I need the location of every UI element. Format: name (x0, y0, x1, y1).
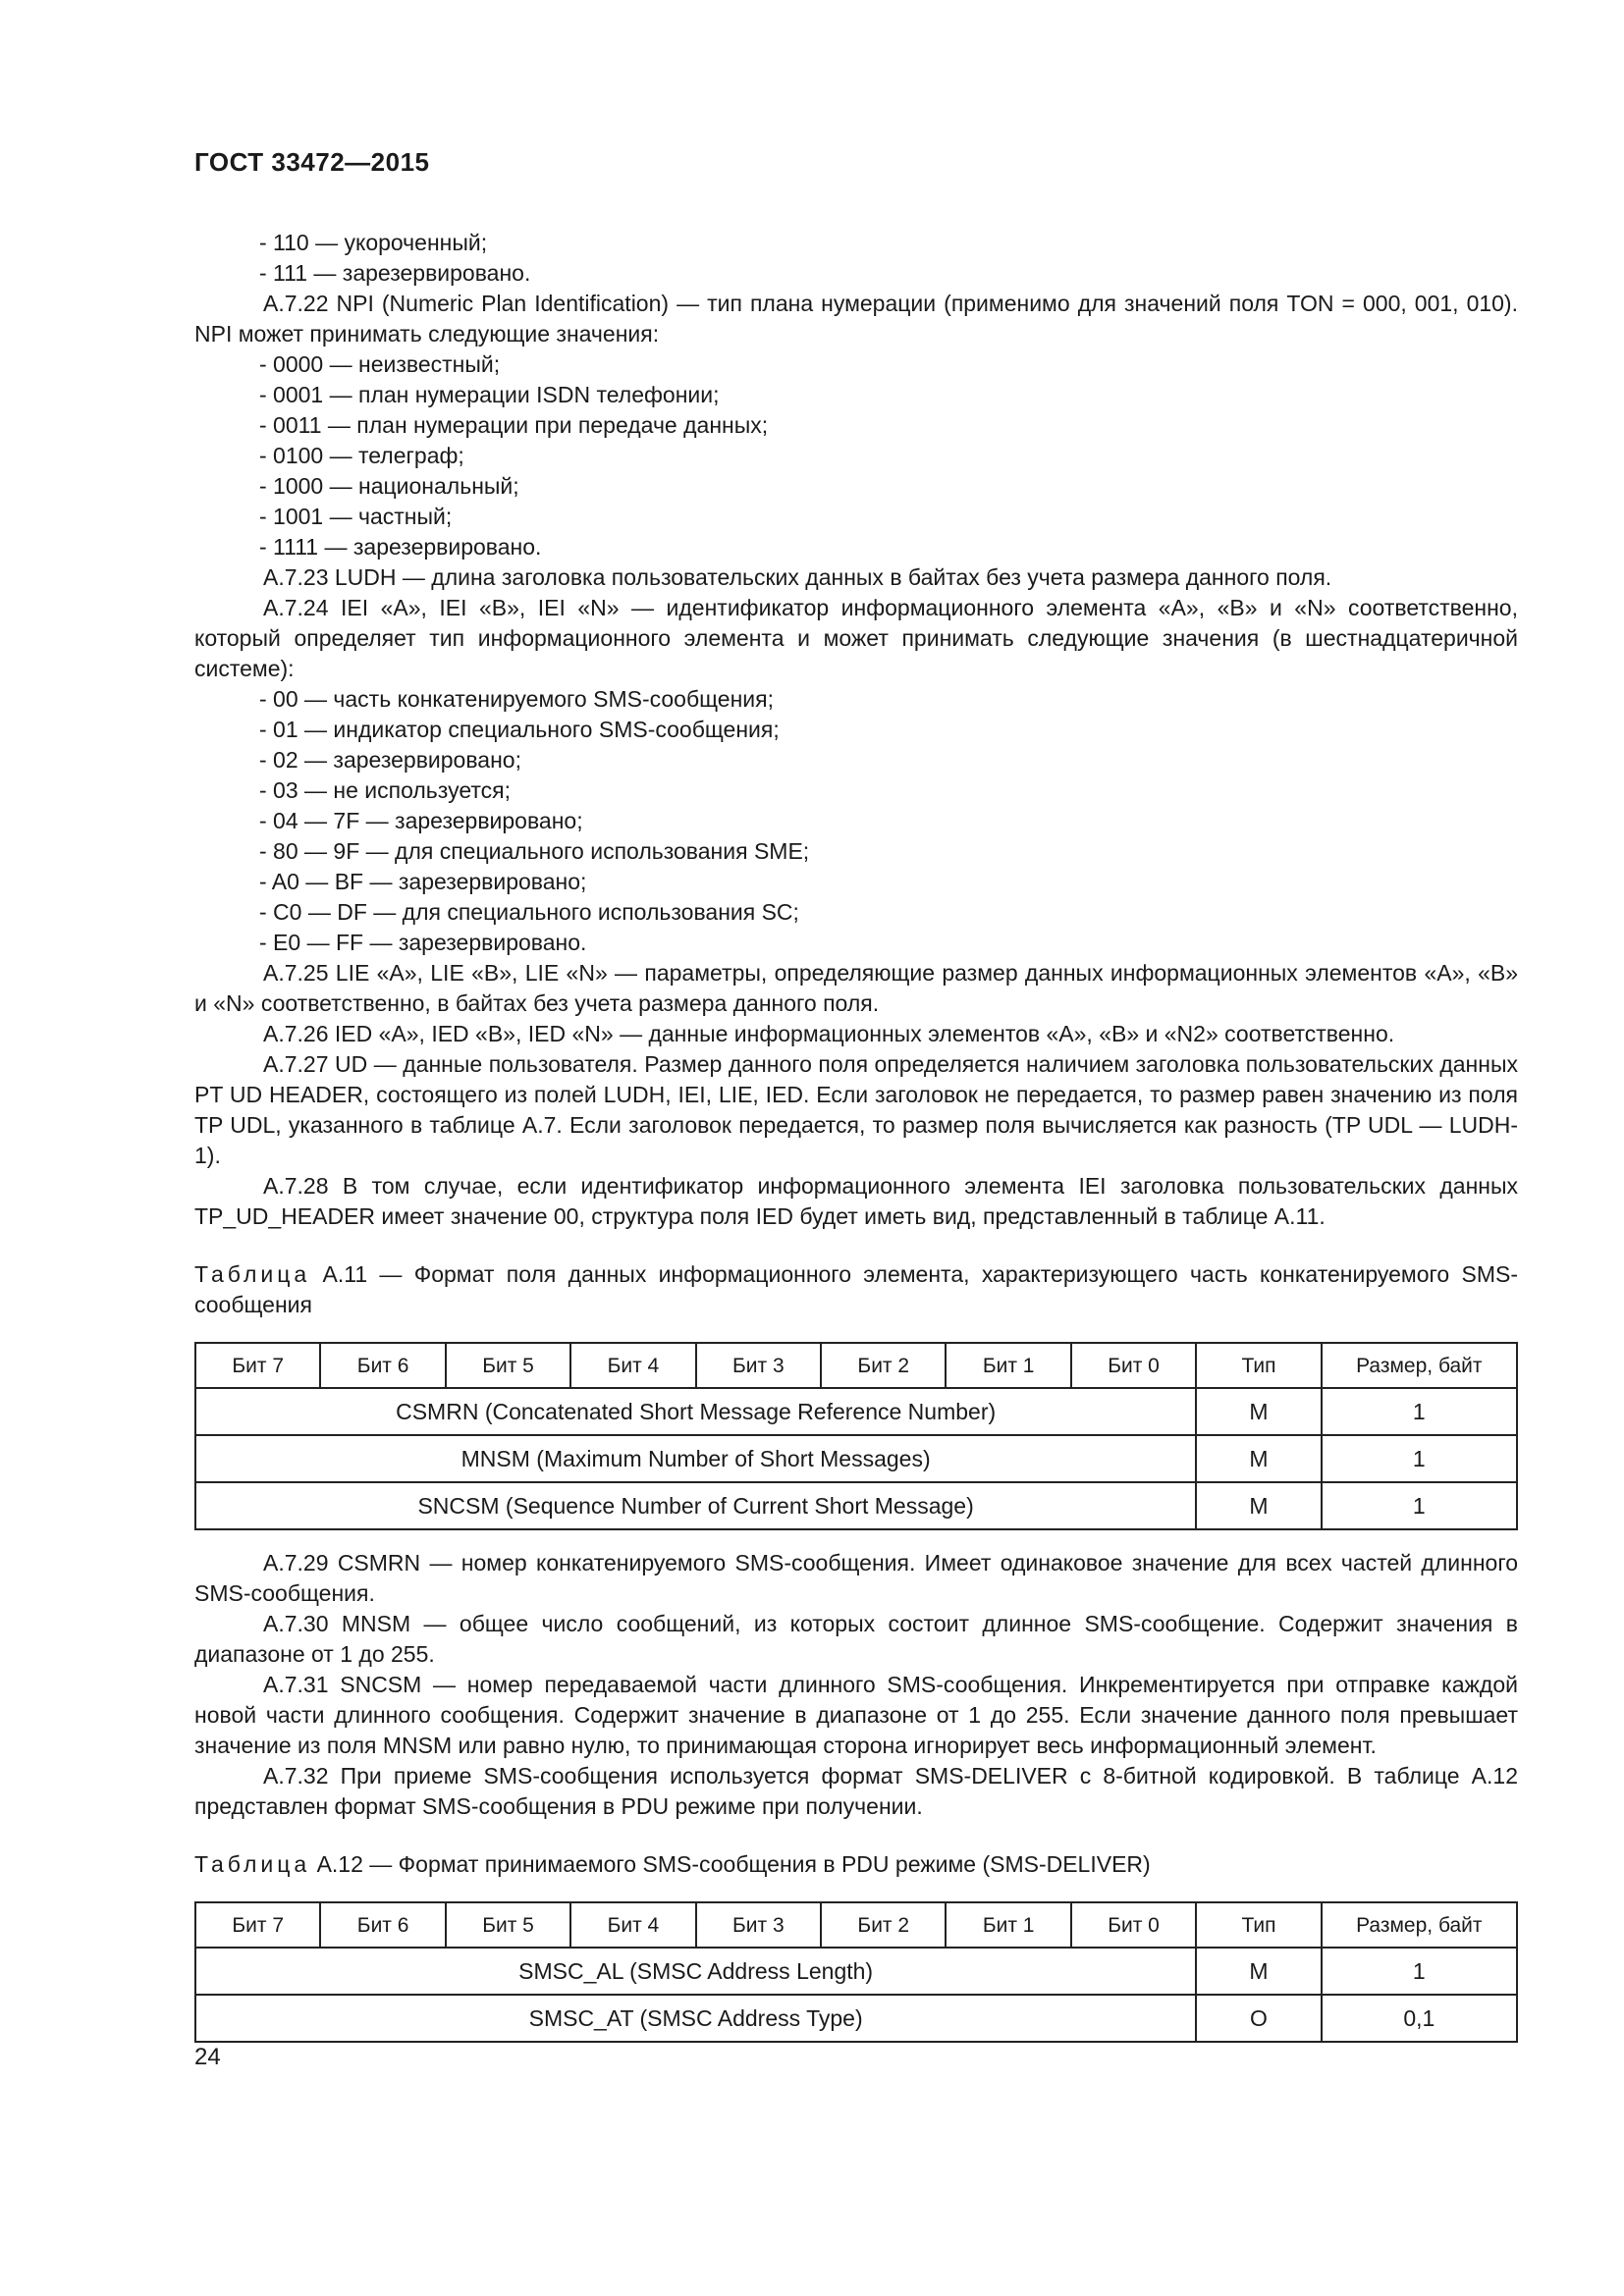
column-header: Бит 0 (1071, 1343, 1196, 1388)
field-cell: MNSM (Maximum Number of Short Messages) (195, 1435, 1196, 1482)
paragraph: А.7.32 При приеме SMS-сообщения используется формат SMS-DELIVER с 8-битной кодировкой. В таблице А.12 представлен формат SMS-сообщения в PDU режиме при получении. (194, 1763, 1518, 1819)
list-item: - 1001 — частный; (259, 504, 453, 529)
table-a11-caption-label: Таблица (194, 1261, 311, 1287)
paragraph: А.7.27 UD — данные пользователя. Размер данного поля определяется наличием заголовка пользовательских данных PT UD HEADER, состоящего из полей LUDH, IEI, LIE, IED. Если заголовок не передается, то размер равен значению из поля TP UDL, указанного в таблице А.7. Если заголовок передается, то размер поля вычисляется как разность (TP UDL — LUDH-1). (194, 1051, 1518, 1168)
size-cell: 0,1 (1322, 1995, 1517, 2042)
paragraph: А.7.26 IED «А», IED «В», IED «N» — данные информационных элементов «А», «В» и «N2» соответственно. (263, 1021, 1395, 1046)
list-item: - 80 — 9F — для специального использования SME; (259, 838, 810, 864)
size-cell: 1 (1322, 1388, 1517, 1435)
page-number: 24 (194, 2044, 221, 2070)
table-row (195, 1482, 1517, 1529)
column-header: Бит 2 (821, 1343, 946, 1388)
table-a11-caption (194, 1259, 1518, 1320)
column-header: Бит 3 (696, 1343, 821, 1388)
field-cell: SMSC_AT (SMSC Address Type) (195, 1995, 1196, 2042)
list-item: - C0 — DF — для специального использования SC; (259, 899, 799, 925)
column-header: Бит 6 (320, 1902, 445, 1948)
column-header: Бит 1 (946, 1902, 1070, 1948)
paragraph: А.7.30 MNSM — общее число сообщений, из которых состоит длинное SMS-сообщение. Содержит значения в диапазоне от 1 до 255. (194, 1611, 1518, 1667)
list-item: - 0001 — план нумерации ISDN телефонии; (259, 382, 720, 407)
list-item: - A0 — BF — зарезервировано; (259, 869, 587, 894)
column-header: Бит 2 (821, 1902, 946, 1948)
column-header: Бит 5 (446, 1902, 570, 1948)
paragraph: А.7.28 В том случае, если идентификатор информационного элемента IEI заголовка пользовательских данных TP_UD_HEADER имеет значение 00, структура поля IED будет иметь вид, представленный в таблице А.11. (194, 1173, 1518, 1229)
size-cell: 1 (1322, 1435, 1517, 1482)
table-row (195, 1435, 1517, 1482)
column-header: Бит 6 (320, 1343, 445, 1388)
column-header: Бит 5 (446, 1343, 570, 1388)
column-header: Бит 4 (570, 1343, 695, 1388)
type-cell: M (1196, 1388, 1321, 1435)
list-item: - 04 — 7F — зарезервировано; (259, 808, 583, 833)
table-a12-caption (194, 1849, 1518, 1880)
column-header: Бит 4 (570, 1902, 695, 1948)
list-item: - 0011 — план нумерации при передаче данных; (259, 412, 769, 438)
list-item: - 1111 — зарезервировано. (259, 534, 542, 560)
size-cell: 1 (1322, 1482, 1517, 1529)
field-cell: CSMRN (Concatenated Short Message Reference Number) (195, 1388, 1196, 1435)
type-cell: O (1196, 1995, 1321, 2042)
table-a12-caption-label: Таблица (194, 1851, 311, 1877)
type-cell: M (1196, 1948, 1321, 1995)
type-cell: M (1196, 1435, 1321, 1482)
table-a12 (194, 1901, 1518, 2043)
list-item: - 110 — укороченный; (259, 230, 488, 255)
column-header: Бит 7 (195, 1902, 320, 1948)
list-item: - 00 — часть конкатенируемого SMS-сообщения; (259, 686, 774, 712)
column-header: Размер, байт (1322, 1343, 1517, 1388)
field-cell: SNCSM (Sequence Number of Current Short Message) (195, 1482, 1196, 1529)
column-header: Бит 7 (195, 1343, 320, 1388)
column-header: Тип (1196, 1343, 1321, 1388)
paragraph: А.7.23 LUDH — длина заголовка пользовательских данных в байтах без учета размера данного поля. (263, 564, 1332, 590)
table-header-row (195, 1902, 1517, 1948)
table-a11 (194, 1342, 1518, 1530)
column-header: Бит 1 (946, 1343, 1070, 1388)
list-item: - 01 — индикатор специального SMS-сообщения; (259, 717, 780, 742)
column-header: Тип (1196, 1902, 1321, 1948)
list-item: - 111 — зарезервировано. (259, 260, 531, 286)
size-cell: 1 (1322, 1948, 1517, 1995)
table-row (195, 1948, 1517, 1995)
text-block-2 (194, 1548, 1518, 1822)
table-a12-caption-text: А.12 — Формат принимаемого SMS-сообщения в PDU режиме (SMS-DELIVER) (310, 1851, 1151, 1877)
paragraph: А.7.31 SNCSM — номер передаваемой части длинного SMS-сообщения. Инкрементируется при отправке каждой новой части длинного сообщения. Содержит значение в диапазоне от 1 до 255. Если значение данного поля превышает значение из поля MNSM или равно нулю, то принимающая сторона игнорирует весь информационный элемент. (194, 1672, 1518, 1758)
type-cell: M (1196, 1482, 1321, 1529)
list-item: - 0000 — неизвестный; (259, 351, 501, 377)
paragraph: А.7.24 IEI «А», IEI «В», IEI «N» — идентификатор информационного элемента «А», «В» и «N» соответственно, который определяет тип информационного элемента и может принимать следующие значения (в шестнадцатеричной системе): (194, 595, 1518, 681)
list-item: - 1000 — национальный; (259, 473, 519, 499)
document-body (194, 228, 1518, 2060)
paragraph: А.7.22 NPI (Numeric Plan Identification) — тип плана нумерации (применимо для значений поля TON = 000, 001, 010). NPI может принимать следующие значения: (194, 291, 1518, 347)
table-header-row (195, 1343, 1517, 1388)
column-header: Размер, байт (1322, 1902, 1517, 1948)
table-row (195, 1388, 1517, 1435)
table-row (195, 1995, 1517, 2042)
list-item: - 02 — зарезервировано; (259, 747, 521, 773)
list-item: - 03 — не используется; (259, 777, 511, 803)
text-block-1 (194, 228, 1518, 1232)
document-header: ГОСТ 33472—2015 (194, 147, 430, 177)
column-header: Бит 3 (696, 1902, 821, 1948)
paragraph: А.7.29 CSMRN — номер конкатенируемого SMS-сообщения. Имеет одинаковое значение для всех частей длинного SMS-сообщения. (194, 1550, 1518, 1606)
field-cell: SMSC_AL (SMSC Address Length) (195, 1948, 1196, 1995)
paragraph: А.7.25 LIE «А», LIE «В», LIE «N» — параметры, определяющие размер данных информационных элементов «А», «В» и «N» соответственно, в байтах без учета размера данного поля. (194, 960, 1518, 1016)
column-header: Бит 0 (1071, 1902, 1196, 1948)
list-item: - 0100 — телеграф; (259, 443, 464, 468)
table-a11-caption-text: А.11 — Формат поля данных информационного элемента, характеризующего часть конкатенируемого SMS-сообщения (194, 1261, 1518, 1317)
list-item: - E0 — FF — зарезервировано. (259, 930, 587, 955)
